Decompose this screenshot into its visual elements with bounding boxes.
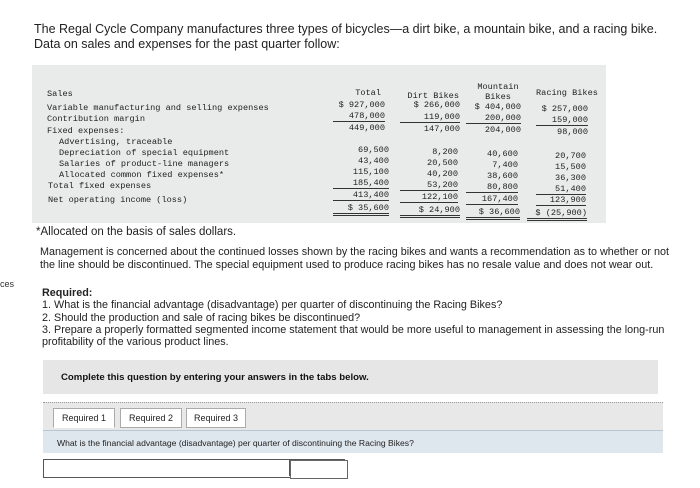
depreciation-mountain: 7,400 xyxy=(492,160,518,170)
total-fixed-total: 413,400 xyxy=(333,190,389,201)
answer-input[interactable] xyxy=(290,460,348,479)
row-label-net: Net operating income (loss) xyxy=(48,195,188,205)
cm-total: 449,000 xyxy=(348,123,385,133)
net-dirt: $ 24,900 xyxy=(400,205,460,218)
row-label-salaries: Salaries of product-line managers xyxy=(59,159,230,169)
depreciation-dirt: 20,500 xyxy=(427,158,458,168)
total-fixed-mountain: 167,400 xyxy=(466,194,518,205)
sales-mountain: $ 404,000 xyxy=(474,102,521,112)
sales-racing: $ 257,000 xyxy=(541,104,588,114)
management-paragraph: Management is concerned about the continued losses shown by the racing bikes and wants a recommendation as to whether or not the line should be discontinued. The special equipment used to produce racing bikes has no resale value and does not wear out. xyxy=(40,246,669,271)
required-item-1: 1. What is the financial advantage (disadvantage) per quarter of discontinuing the Racing Bikes? xyxy=(42,299,503,312)
net-mountain: $ 36,600 xyxy=(466,207,520,220)
row-label-depreciation: Depreciation of special equipment xyxy=(59,148,230,158)
required-title: Required: xyxy=(42,287,93,299)
depreciation-total: 43,400 xyxy=(358,156,389,166)
instruction-box xyxy=(43,360,658,394)
salaries-racing: 36,300 xyxy=(555,173,586,183)
required-item-3: 3. Prepare a properly formatted segmented income statement that would be more useful to management in assessing the long-run profitability of the various product lines. xyxy=(42,323,665,349)
net-racing: $ (25,900) xyxy=(527,208,587,221)
cm-racing: 98,000 xyxy=(557,127,588,137)
tab-required-3[interactable]: Required 3 xyxy=(186,408,246,428)
variable-racing: 159,000 xyxy=(536,115,588,126)
question-bar xyxy=(43,430,663,453)
net-total: $ 35,600 xyxy=(333,203,389,216)
row-label-sales: Sales xyxy=(47,89,73,99)
tab-required-1[interactable]: Required 1 xyxy=(53,408,115,428)
required-item-2: 2. Should the production and sale of racing bikes be discontinued? xyxy=(42,311,361,324)
header-mountain-1: Mountain xyxy=(477,82,519,92)
question-text: What is the financial advantage (disadvantage) per quarter of discontinuing the Racing Bikes? xyxy=(57,438,414,448)
tab-required-2[interactable]: Required 2 xyxy=(120,408,182,428)
row-label-advertising: Advertising, traceable xyxy=(59,137,173,147)
salaries-total: 115,100 xyxy=(352,167,389,177)
answer-label-cell xyxy=(43,459,290,476)
salaries-mountain: 38,600 xyxy=(487,171,518,181)
variable-mountain: 200,000 xyxy=(466,113,521,124)
required-section xyxy=(42,287,682,348)
advertising-racing: 20,700 xyxy=(555,151,586,161)
salaries-dirt: 40,200 xyxy=(427,169,458,179)
header-mountain-2: Bikes xyxy=(485,92,511,102)
cm-mountain: 204,000 xyxy=(484,125,521,135)
row-label-total-fixed: Total fixed expenses xyxy=(48,181,152,191)
problem-intro: The Regal Cycle Company manufactures three types of bicycles—a dirt bike, a mountain bike, and a racing bike. Data on sales and expenses for the past quarter follow: xyxy=(34,22,658,51)
variable-total: 478,000 xyxy=(333,111,385,122)
depreciation-racing: 15,500 xyxy=(555,162,586,172)
advertising-dirt: 8,200 xyxy=(432,147,458,157)
footnote: *Allocated on the basis of sales dollars. xyxy=(36,226,237,238)
row-label-variable: Variable manufacturing and selling expenses xyxy=(47,103,269,113)
sales-total: $ 927,000 xyxy=(338,100,385,110)
total-fixed-dirt: 122,100 xyxy=(400,192,458,203)
allocated-mountain: 80,800 xyxy=(466,182,518,193)
advertising-total: 69,500 xyxy=(358,145,389,155)
cm-dirt: 147,000 xyxy=(423,124,460,134)
allocated-racing: 51,400 xyxy=(536,184,586,195)
header-dirt: Dirt Bikes xyxy=(407,91,459,101)
row-label-allocated: Allocated common fixed expenses* xyxy=(59,170,225,180)
advertising-mountain: 40,600 xyxy=(487,149,518,159)
row-label-fixed: Fixed expenses: xyxy=(47,126,125,136)
row-label-cm: Contribution margin xyxy=(47,114,145,124)
variable-dirt: 119,000 xyxy=(400,112,460,123)
total-fixed-racing: 123,900 xyxy=(536,195,586,206)
allocated-dirt: 53,200 xyxy=(400,180,458,191)
header-racing: Racing Bikes xyxy=(536,88,598,98)
instruction-text: Complete this question by entering your answers in the tabs below. xyxy=(61,372,369,383)
side-label: ces xyxy=(0,279,15,289)
allocated-total: 185,400 xyxy=(333,178,389,189)
header-total: Total xyxy=(355,88,381,98)
sales-dirt: $ 266,000 xyxy=(413,100,460,110)
